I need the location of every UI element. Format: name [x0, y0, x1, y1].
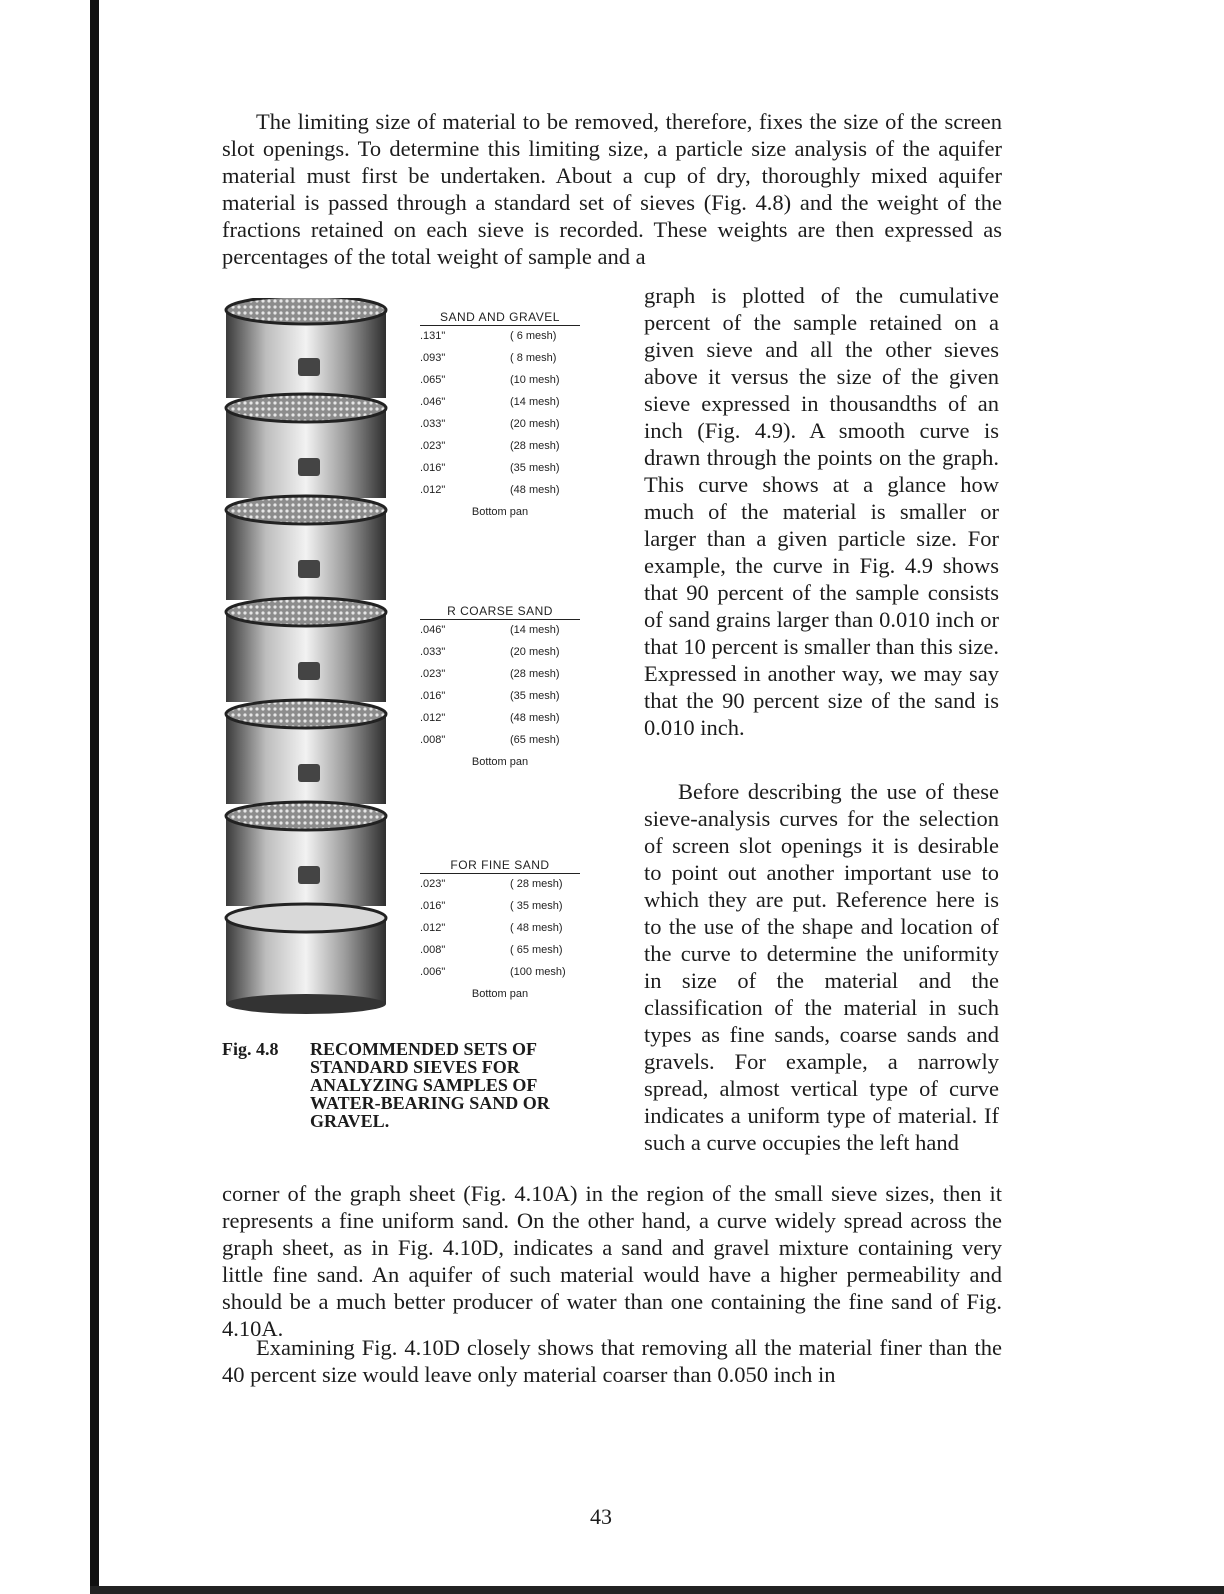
mesh-size: ( 6 mesh): [510, 330, 557, 342]
sieve-size: .093": [420, 352, 446, 364]
sieve-size: .008": [420, 734, 446, 746]
paragraph-1: The limiting size of material to be removed, therefore, fixes the size of the screen slot openings. To determine this limiting size, a particle size analysis of the aquifer material must first be undertaken. About a cup of dry, thoroughly mixed aquifer material is passed through a standard set of sieves (Fig. 4.8) and the weight of the fractions retained on each sieve is recorded. These weights are then expressed as percentages of the total weight of sample and a: [222, 109, 1002, 269]
sieve-size: .016": [420, 462, 446, 474]
table-row: [420, 374, 580, 396]
scan-edge-left: [90, 0, 99, 1594]
table-row: [420, 878, 580, 900]
table-row: [420, 396, 580, 418]
paragraph-1-continued: graph is plotted of the cumulative percent of the sample retained on a given sieve and all the other sieves above it versus the size of the given sieve expressed in thousandths of an inch (Fig. 4.9). A smooth curve is drawn through the points on the graph. This curve shows at a glance how much of the material is smaller or larger than a given particle size. For example, the curve in Fig. 4.9 shows that 90 percent of the sample consists of sand grains larger than 0.010 inch or that 10 percent is smaller than this size. Expressed in another way, we may say that the 90 percent size of the sand is 0.010 inch.: [644, 283, 999, 740]
table-row: [420, 966, 580, 988]
figure-caption-text: RECOMMENDED SETS OF STANDARD SIEVES FOR ANALYZING SAMPLES OF WATER-BEARING SAND OR GRAVEL.: [310, 1039, 550, 1131]
mesh-size: ( 8 mesh): [510, 352, 557, 364]
table-row: [420, 352, 580, 374]
sieve-size: .016": [420, 690, 446, 702]
sieve-table-sand-gravel: [420, 310, 580, 518]
bottom-pan-label: Bottom pan: [471, 506, 529, 518]
sieve-size: .033": [420, 646, 446, 658]
sieve-size: .046": [420, 624, 446, 636]
table-row: [420, 712, 580, 734]
sieve-size: .023": [420, 878, 446, 890]
sieve-1: [226, 298, 386, 398]
mesh-size: (20 mesh): [510, 646, 560, 658]
paragraph-2: Before describing the use of these sieve-analysis curves for the selection of screen slot openings it is desirable to point out another important use to which they are put. Reference here is to the use of the shape and location of the curve to determine the uniformity in size of the material and the classification of the material in such types as fine sands, coarse sands and gravels. For example, a narrowly spread, almost vertical type of curve indicates a uniform type of material. If such a curve occupies the left hand: [644, 779, 999, 1155]
sieve-table-fine-sand: [420, 858, 580, 1000]
mesh-size: (35 mesh): [510, 462, 560, 474]
sieve-table-coarse-sand: [420, 604, 580, 768]
table-heading: FOR FINE SAND: [420, 858, 580, 874]
mesh-size: ( 35 mesh): [510, 900, 563, 912]
bottom-pan-label: Bottom pan: [471, 988, 529, 1000]
mesh-size: (65 mesh): [510, 734, 560, 746]
sieve-2: [226, 394, 386, 498]
table-row: [420, 624, 580, 646]
bottom-pan: [226, 904, 386, 1014]
table-row: [420, 330, 580, 352]
sieve-3: [226, 496, 386, 600]
table-row: [420, 690, 580, 712]
table-row: [420, 440, 580, 462]
mesh-size: (100 mesh): [510, 966, 566, 978]
table-row: [420, 944, 580, 966]
sieve-size: .016": [420, 900, 446, 912]
bottom-pan-label: Bottom pan: [471, 756, 529, 768]
sieve-size: .033": [420, 418, 446, 430]
sieve-size: .046": [420, 396, 446, 408]
scan-edge-bottom: [90, 1586, 1224, 1594]
sieve-size: .023": [420, 668, 446, 680]
table-row: [420, 922, 580, 944]
mesh-size: (28 mesh): [510, 668, 560, 680]
table-row: [420, 462, 580, 484]
mesh-size: (28 mesh): [510, 440, 560, 452]
table-row: [420, 418, 580, 440]
sieve-size: .131": [420, 330, 446, 342]
sieve-size: .012": [420, 712, 446, 724]
mesh-size: (20 mesh): [510, 418, 560, 430]
sieve-4: [226, 598, 386, 702]
mesh-size: ( 28 mesh): [510, 878, 563, 890]
sieve-size: .023": [420, 440, 446, 452]
mesh-size: (48 mesh): [510, 712, 560, 724]
sieve-size: .008": [420, 944, 446, 956]
mesh-size: ( 48 mesh): [510, 922, 563, 934]
paragraph-4: Examining Fig. 4.10D closely shows that removing all the material finer than the 40 percent size would leave only material coarser than 0.050 inch in: [222, 1335, 1002, 1387]
page-number: 43: [590, 1504, 612, 1529]
table-row: [420, 900, 580, 922]
table-row: [420, 484, 580, 506]
sieve-size: .012": [420, 922, 446, 934]
sieve-size: .006": [420, 966, 446, 978]
table-row: [420, 734, 580, 756]
table-row: [420, 646, 580, 668]
table-row: [420, 668, 580, 690]
table-heading: SAND AND GRAVEL: [420, 310, 580, 326]
mesh-size: (14 mesh): [510, 624, 560, 636]
sieve-size: .012": [420, 484, 446, 496]
sieve-6: [226, 802, 386, 906]
mesh-size: (35 mesh): [510, 690, 560, 702]
sieve-5: [226, 700, 386, 804]
mesh-size: (48 mesh): [510, 484, 560, 496]
paragraph-3: corner of the graph sheet (Fig. 4.10A) in the region of the small sieve sizes, then it represents a fine uniform sand. On the other hand, a curve widely spread across the graph sheet, as in Fig. 4.10D, indicates a sand and gravel mixture containing very little fine sand. An aquifer of such material would have a higher permeability and should be a much better producer of water than one containing the fine sand of Fig. 4.10A.: [222, 1181, 1002, 1341]
mesh-size: (10 mesh): [510, 374, 560, 386]
figure-number: Fig. 4.8: [222, 1039, 279, 1059]
mesh-size: (14 mesh): [510, 396, 560, 408]
table-heading: R COARSE SAND: [420, 604, 580, 620]
sieve-size: .065": [420, 374, 446, 386]
mesh-size: ( 65 mesh): [510, 944, 563, 956]
sieve-stack-illustration: [218, 298, 400, 1016]
